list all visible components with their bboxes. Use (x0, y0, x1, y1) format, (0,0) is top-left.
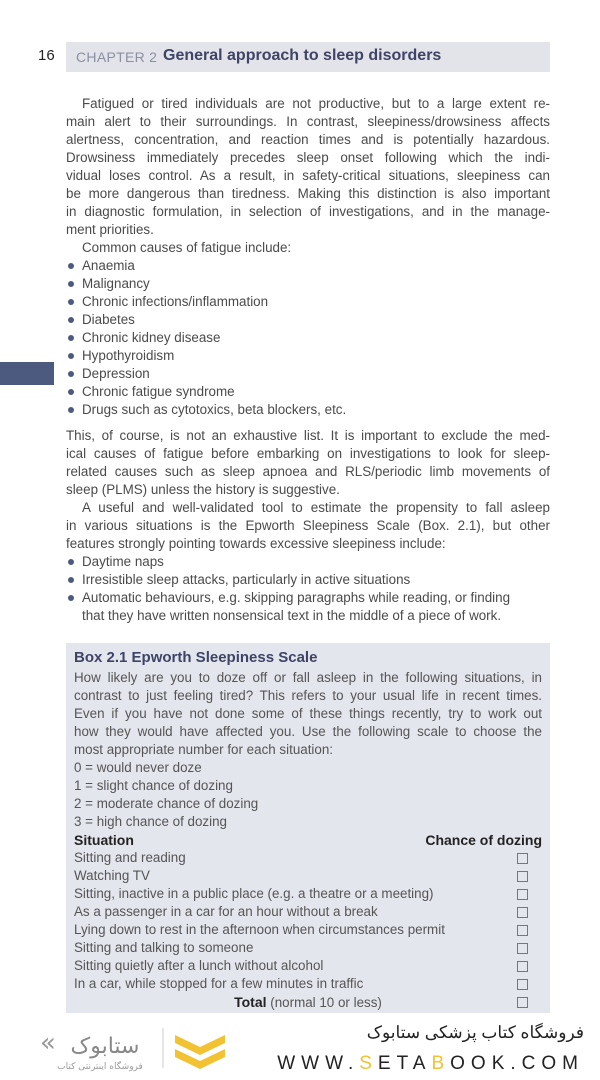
bullet-icon (68, 407, 74, 413)
text-line: contrast to just feeling tired? This refers to your usual life in recent times. (74, 688, 542, 703)
text-line: A useful and well-validated tool to estimate the propensity to fall asleep (82, 500, 550, 515)
bullet-icon (68, 371, 74, 377)
text-line: features strongly pointing towards excessive sleepiness include: (66, 536, 446, 551)
bullet-icon (68, 389, 74, 395)
text-line: Even if you have not done some of these things recently, try to work out (74, 706, 542, 721)
list-item-text: Depression (82, 366, 150, 381)
list-item (66, 365, 550, 383)
total-row (74, 993, 542, 1011)
list-item-text: Chronic kidney disease (82, 330, 221, 345)
list-intro: Common causes of fatigue include: (82, 240, 292, 255)
list-item-text: Diabetes (82, 312, 135, 327)
dozing-checkbox[interactable] (517, 943, 528, 954)
scale-item: 0 = would never doze (74, 760, 202, 775)
page-number: 16 (38, 47, 55, 64)
list-item (66, 589, 550, 607)
scale-item: 2 = moderate chance of dozing (74, 796, 259, 811)
text-line: This, of course, is not an exhaustive list. It is important to exclude the med- (66, 428, 550, 443)
total-note: (normal 10 or less) (270, 995, 382, 1010)
bullet-icon (68, 299, 74, 305)
paragraph-fatigue (66, 95, 550, 419)
setabook-logo (30, 1023, 230, 1073)
situation-row (74, 867, 542, 885)
dozing-checkbox[interactable] (517, 961, 528, 972)
text-line: Drowsiness immediately precedes sleep onset following which the indi- (66, 150, 550, 165)
list-item-text: Daytime naps (82, 554, 164, 569)
list-item-text: Automatic behaviours, e.g. skipping paragraphs while reading, or finding (82, 590, 511, 605)
list-item-text: Drugs such as cytotoxics, beta blockers, etc. (82, 402, 347, 417)
text-line: main alert to their surroundings. In contrast, sleepiness/drowsiness affects (66, 114, 550, 129)
list-item-text: Anaemia (82, 258, 135, 273)
dozing-checkbox[interactable] (517, 979, 528, 990)
list-item (66, 329, 550, 347)
situation-label: Lying down to rest in the afternoon when circumstances permit (74, 922, 445, 937)
text-line: that they have written nonsensical text in the middle of a piece of work. (82, 608, 502, 623)
total-label: Total (234, 994, 267, 1010)
table-header (74, 831, 542, 849)
list-item (66, 311, 550, 329)
text-line: Fatigued or tired individuals are not productive, but to a large extent re- (82, 96, 550, 111)
situation-label: Watching TV (74, 868, 150, 883)
list-item (66, 553, 550, 571)
situation-row (74, 939, 542, 957)
col-chance: Chance of dozing (425, 832, 542, 848)
situations-table (74, 849, 542, 993)
situation-label: As a passenger in a car for an hour without a break (74, 904, 378, 919)
bullet-icon (68, 595, 74, 601)
col-situation: Situation (74, 832, 134, 848)
bullet-icon (68, 263, 74, 269)
list-item-text: Irresistible sleep attacks, particularly in active situations (82, 572, 411, 587)
scale-item: 1 = slight chance of dozing (74, 778, 233, 793)
situation-row (74, 921, 542, 939)
sleep-features-list (66, 553, 550, 607)
situation-label: Sitting quietly after a lunch without alcohol (74, 958, 324, 973)
text-line: vidual loses control. As a result, in safety-critical situations, sleepiness can (66, 168, 550, 183)
list-item (66, 293, 550, 311)
situation-label: In a car, while stopped for a few minutes in traffic (74, 976, 364, 991)
paragraph-exclusion (66, 427, 550, 625)
epworth-box (66, 643, 550, 1013)
chapter-header (66, 42, 550, 72)
text-line: be more dangerous than tiredness. Making this distinction is also important (66, 186, 550, 201)
bullet-icon (68, 559, 74, 565)
situation-label: Sitting and talking to someone (74, 940, 254, 955)
text-line: how they would have affected you. Use the following scale to choose the (74, 724, 542, 739)
text-line: How likely are you to doze off or fall asleep in the following situations, in (74, 670, 542, 685)
dozing-checkbox[interactable] (517, 853, 528, 864)
list-item (66, 401, 550, 419)
text-line: most appropriate number for each situation: (74, 742, 334, 757)
bullet-icon (68, 281, 74, 287)
list-item (66, 383, 550, 401)
text-line: sleep (PLMS) unless the history is suggestive. (66, 482, 340, 497)
text-line: alertness, concentration, and reaction times and is potentially hazardous. (66, 132, 550, 147)
situation-row (74, 849, 542, 867)
list-item (66, 347, 550, 365)
list-item-text: Malignancy (82, 276, 150, 291)
situation-row (74, 903, 542, 921)
svg-text:فروشگاه اینترنتی کتاب: فروشگاه اینترنتی کتاب (57, 1062, 143, 1072)
total-checkbox[interactable] (517, 997, 528, 1008)
dozing-checkbox[interactable] (517, 925, 528, 936)
box-title: Box 2.1 Epworth Sleepiness Scale (74, 649, 318, 666)
text-line: related causes such as sleep apnoea and RLS/periodic limb movements of (66, 464, 550, 479)
list-item-text: Chronic infections/inflammation (82, 294, 269, 309)
text-line: ment priorities. (66, 222, 154, 237)
bullet-icon (68, 317, 74, 323)
list-item (66, 275, 550, 293)
dozing-checkbox[interactable] (517, 889, 528, 900)
svg-text:«: « (40, 1028, 56, 1058)
thumb-tab (0, 362, 54, 385)
situation-row (74, 975, 542, 993)
svg-text:ستابوک: ستابوک (70, 1034, 140, 1059)
scale-item: 3 = high chance of dozing (74, 814, 227, 829)
chapter-label: CHAPTER 2 (76, 49, 158, 65)
dozing-checkbox[interactable] (517, 871, 528, 882)
list-item-text: Chronic fatigue syndrome (82, 384, 235, 399)
situation-label: Sitting, inactive in a public place (e.g. a theatre or a meeting) (74, 886, 434, 901)
bullet-icon (68, 335, 74, 341)
bullet-icon (68, 577, 74, 583)
store-url[interactable]: WWW.SETABOOK.COM (277, 1053, 584, 1074)
text-line: ical causes of fatigue before embarking on investigations to look for sleep- (66, 446, 550, 461)
text-line: in diagnostic formulation, in selection of investigations, and in the manage- (66, 204, 550, 219)
list-item (66, 571, 550, 589)
dozing-checkbox[interactable] (517, 907, 528, 918)
situation-row (74, 957, 542, 975)
fatigue-causes-list (66, 257, 550, 419)
list-item (66, 257, 550, 275)
chapter-title: General approach to sleep disorders (163, 47, 442, 64)
situation-row (74, 885, 542, 903)
situation-label: Sitting and reading (74, 850, 186, 865)
scale-list (74, 759, 542, 831)
text-line: in various situations is the Epworth Sleepiness Scale (Box. 2.1), but other (66, 518, 550, 533)
list-item-text: Hypothyroidism (82, 348, 175, 363)
bullet-icon (68, 353, 74, 359)
store-name: فروشگاه کتاب پزشکی ستابوک (366, 1023, 584, 1042)
footer-banner (0, 1015, 600, 1080)
